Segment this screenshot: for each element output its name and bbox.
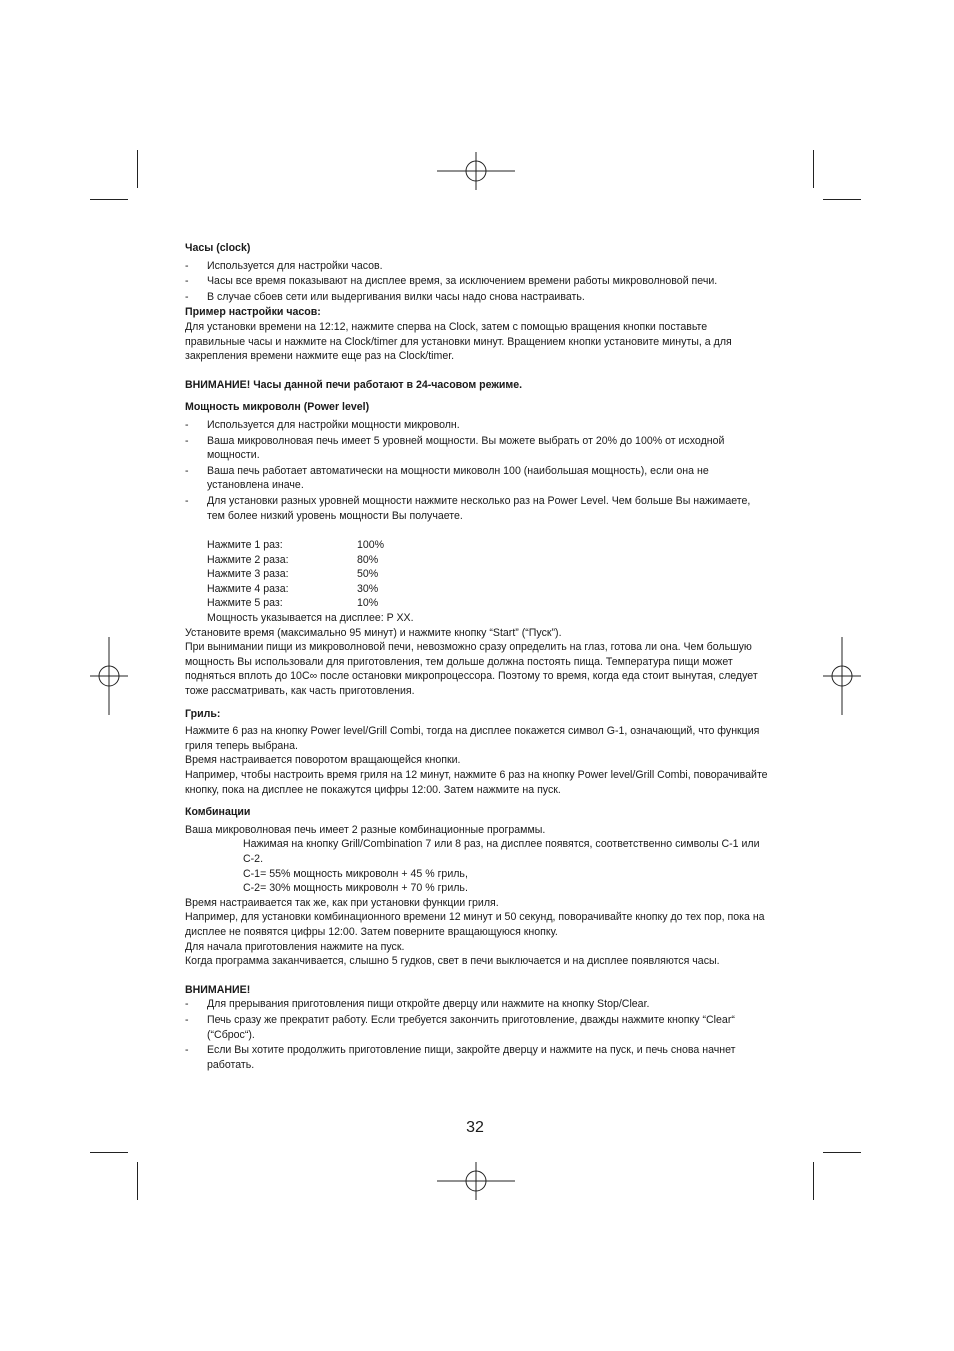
table-cell-value: 10% xyxy=(357,597,379,610)
paragraph: Для установки времени на 12:12, нажмите сперва на Clock, затем с помощью вращения кнопки поставьте правильные часы и нажмите на Clock/timer для установки минут. Вращением кнопки установите минуты, а для закрепления времени нажмите еще раз на Clock/timer. xyxy=(185,320,732,363)
paragraph: Время настраивается поворотом вращающейся кнопки. xyxy=(185,754,461,767)
paragraph: Например, для установки комбинационного времени 12 минут и 50 секунд, поворачивайте кнопку до тех пор, пока на дисплее не появятся цифры 12:00. Затем поверните вращающуюся кнопку. xyxy=(185,911,765,938)
section-heading-power: Мощность микроволн (Power level) xyxy=(185,401,370,414)
crop-mark xyxy=(137,1162,138,1200)
table-row xyxy=(207,567,770,582)
display-note: Мощность указывается на дисплее: P XX. xyxy=(207,612,414,625)
table-cell-value: 100% xyxy=(357,539,385,552)
section-heading-clock: Часы (clock) xyxy=(185,242,251,254)
list-item: - Печь сразу же прекратит работу. Если требуется закончить приготовление, дважды нажмите кнопку “Clear“ (“Сброс“). xyxy=(185,1013,770,1042)
list-item: - Для прерывания приготовления пищи откройте дверцу или нажмите на кнопку Stop/Clear. xyxy=(185,997,770,1012)
list-item: - В случае сбоев сети или выдергивания вилки часы надо снова настраивать. xyxy=(185,290,770,305)
table-cell-value: 50% xyxy=(357,568,379,581)
paragraph: Время настраивается так же, как при установки функции гриля. xyxy=(185,896,499,909)
table-row xyxy=(207,596,770,611)
table-row xyxy=(207,553,770,568)
table-row xyxy=(207,538,770,553)
power-level-table xyxy=(207,538,770,626)
paragraph: Когда программа заканчивается, слышно 5 гудков, свет в печи выключается и на дисплее появляются часы. xyxy=(185,955,720,968)
section-heading-grill: Гриль: xyxy=(185,707,221,720)
table-cell-label: Нажмите 2 раза: xyxy=(207,553,289,566)
paragraph: Нажимая на кнопку Grill/Combination 7 или 8 раз, на дисплее появятся, соответственно символы C-1 или C-2. xyxy=(243,838,760,865)
list-item: - Если Вы хотите продолжить приготовление пищи, закройте дверцу и нажмите на пуск, и печь снова начнет работать. xyxy=(185,1043,770,1072)
table-cell-value: 30% xyxy=(357,582,379,595)
registration-mark-icon xyxy=(823,637,861,715)
crop-mark xyxy=(813,150,814,188)
crop-mark xyxy=(90,199,128,200)
section-heading-combo: Комбинации xyxy=(185,806,251,819)
page-content xyxy=(185,241,770,1073)
list-item: - Ваша микроволновая печь имеет 5 уровней мощности. Вы можете выбрать от 20% до 100% от исходной мощности. xyxy=(185,434,770,463)
attention-list xyxy=(185,997,770,1072)
paragraph: C-1= 55% мощность микроволн + 45 % гриль, xyxy=(243,867,468,880)
registration-mark-icon xyxy=(437,1162,515,1200)
registration-mark-icon xyxy=(90,637,128,715)
table-cell-label: Нажмите 4 раза: xyxy=(207,582,289,595)
crop-mark xyxy=(137,150,138,188)
list-item: - Используется для настройки мощности микроволн. xyxy=(185,418,770,433)
table-row xyxy=(207,582,770,597)
crop-mark xyxy=(813,1162,814,1200)
list-item: - Ваша печь работает автоматически на мощности миковолн 100 (наибольшая мощность), если она не установлена иначе. xyxy=(185,464,770,493)
paragraph: Для начала приготовления нажмите на пуск. xyxy=(185,940,405,953)
table-cell-label: Нажмите 3 раза: xyxy=(207,568,289,581)
table-cell-label: Нажмите 5 раз: xyxy=(207,597,283,610)
paragraph: Установите время (максимально 95 минут) и нажмите кнопку “Start” (“Пуск”). xyxy=(185,626,562,639)
paragraph: Ваша микроволновая печь имеет 2 разные комбинационные программы. xyxy=(185,823,546,836)
subheading-clock-example: Пример настройки часов: xyxy=(185,306,321,319)
crop-mark xyxy=(90,1152,128,1153)
paragraph: C-2= 30% мощность микроволн + 70 % гриль. xyxy=(243,882,468,895)
crop-mark xyxy=(823,199,861,200)
paragraph: При вынимании пищи из микроволновой печи, невозможно сразу определить на глаз, готова ли она. Чем большую мощность Вы использовали для приготовления, тем дольше должна постоять пища. Температура пищи может подняться вплоть до 10C∞ после остановки микропроцессора. Поэтому то время, когда еда стоит вынутая, следует тоже рассматривать, как часть приготовления. xyxy=(185,641,758,698)
paragraph: Например, чтобы настроить время гриля на 12 минут, нажмите 6 раз на кнопку Power level/Grill Combi, поворачивайте кнопку, пока на дисплее не покажутся цифры 12:00. Затем нажмите на пуск. xyxy=(185,769,768,796)
power-list xyxy=(185,418,770,523)
section-heading-attention: ВНИМАНИЕ! xyxy=(185,983,251,996)
crop-mark xyxy=(823,1152,861,1153)
page-number: 32 xyxy=(466,1119,484,1136)
list-item: - Используется для настройки часов. xyxy=(185,259,770,274)
list-item: - Для установки разных уровней мощности нажмите несколько раз на Power Level. Чем больше Вы нажимаете, тем более низкий уровень мощности Вы получаете. xyxy=(185,494,770,523)
paragraph: Нажмите 6 раз на кнопку Power level/Grill Combi, тогда на дисплее покажется символ G-1, означающий, что функция гриля теперь выбрана. xyxy=(185,725,760,752)
clock-list xyxy=(185,259,770,305)
table-cell-label: Нажмите 1 раз: xyxy=(207,539,283,552)
warning-text: ВНИМАНИЕ! Часы данной печи работают в 24-часовом режиме. xyxy=(185,378,523,391)
list-item: - Часы все время показывают на дисплее время, за исключением времени работы микроволновой печи. xyxy=(185,274,770,289)
registration-mark-icon xyxy=(437,152,515,190)
table-cell-value: 80% xyxy=(357,553,379,566)
